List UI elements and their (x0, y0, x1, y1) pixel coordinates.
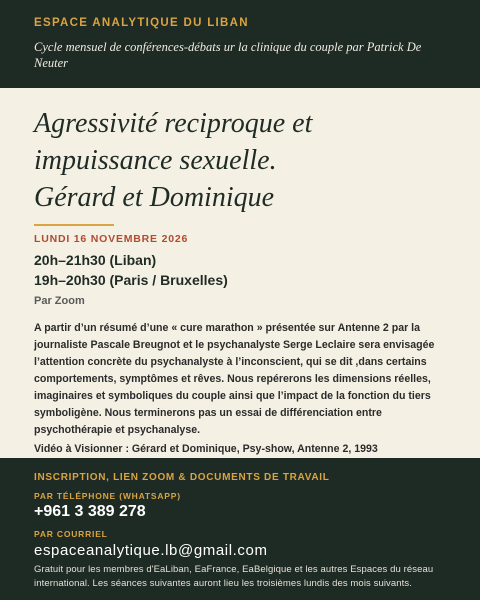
header-band (0, 0, 480, 88)
title-divider (34, 224, 114, 226)
event-title-line: Agressivité reciproque et (34, 108, 313, 139)
cycle-subtitle: Cycle mensuel de conférences-débats ur la clinique du couple par Patrick De Neuter (34, 40, 422, 70)
event-date: LUNDI 16 NOVEMBRE 2026 (34, 233, 189, 245)
contact-section-title: INSCRIPTION, LIEN ZOOM & DOCUMENTS DE TRAVAIL (34, 472, 330, 483)
email-label: PAR COURRIEL (34, 529, 108, 539)
time-paris-brussels: 19h–20h30 (Paris / Bruxelles) (34, 272, 228, 288)
event-times (34, 250, 228, 290)
event-title-line: Gérard et Dominique (34, 182, 275, 213)
phone-label: PAR TÉLÉPHONE (WHATSAPP) (34, 491, 181, 501)
video-reference: Vidéo à Visionner : Gérard et Dominique, Psy-show, Antenne 2, 1993 (34, 443, 378, 455)
event-panel (0, 88, 480, 458)
email-address[interactable]: espaceanalytique.lb@gmail.com (34, 542, 268, 559)
event-mode: Par Zoom (34, 295, 85, 307)
contact-band (0, 458, 480, 600)
event-title-line: impuissance sexuelle. (34, 145, 277, 176)
phone-number[interactable]: +961 3 389 278 (34, 503, 146, 520)
event-description: A partir d’un résumé d’une « cure marathon » présentée sur Antenne 2 par la journaliste Pascale Breugnot et le psychanalyste Serge Leclaire sera envisagée l’attention concrète du psychanalyste à l’inconscient, qui se dit ,dans certains comportements, symptômes et rêves. Nous repérerons les dimensions réelles, imaginaires et symboliques du couple ainsi que l’impact de la fonction du tiers symboligène. Nous terminerons pas un essai de différenciation entre psychothérapie et psychanalyse. (34, 322, 435, 436)
organization-name: ESPACE ANALYTIQUE DU LIBAN (34, 17, 249, 29)
time-lebanon: 20h–21h30 (Liban) (34, 252, 157, 268)
membership-note: Gratuit pour les membres d'EaLiban, EaFrance, EaBelgique et les autres Espaces du réseau international. Les séances suivantes auront lieu les troisièmes lundis des mois suivants. (34, 564, 434, 589)
event-title (34, 105, 464, 216)
